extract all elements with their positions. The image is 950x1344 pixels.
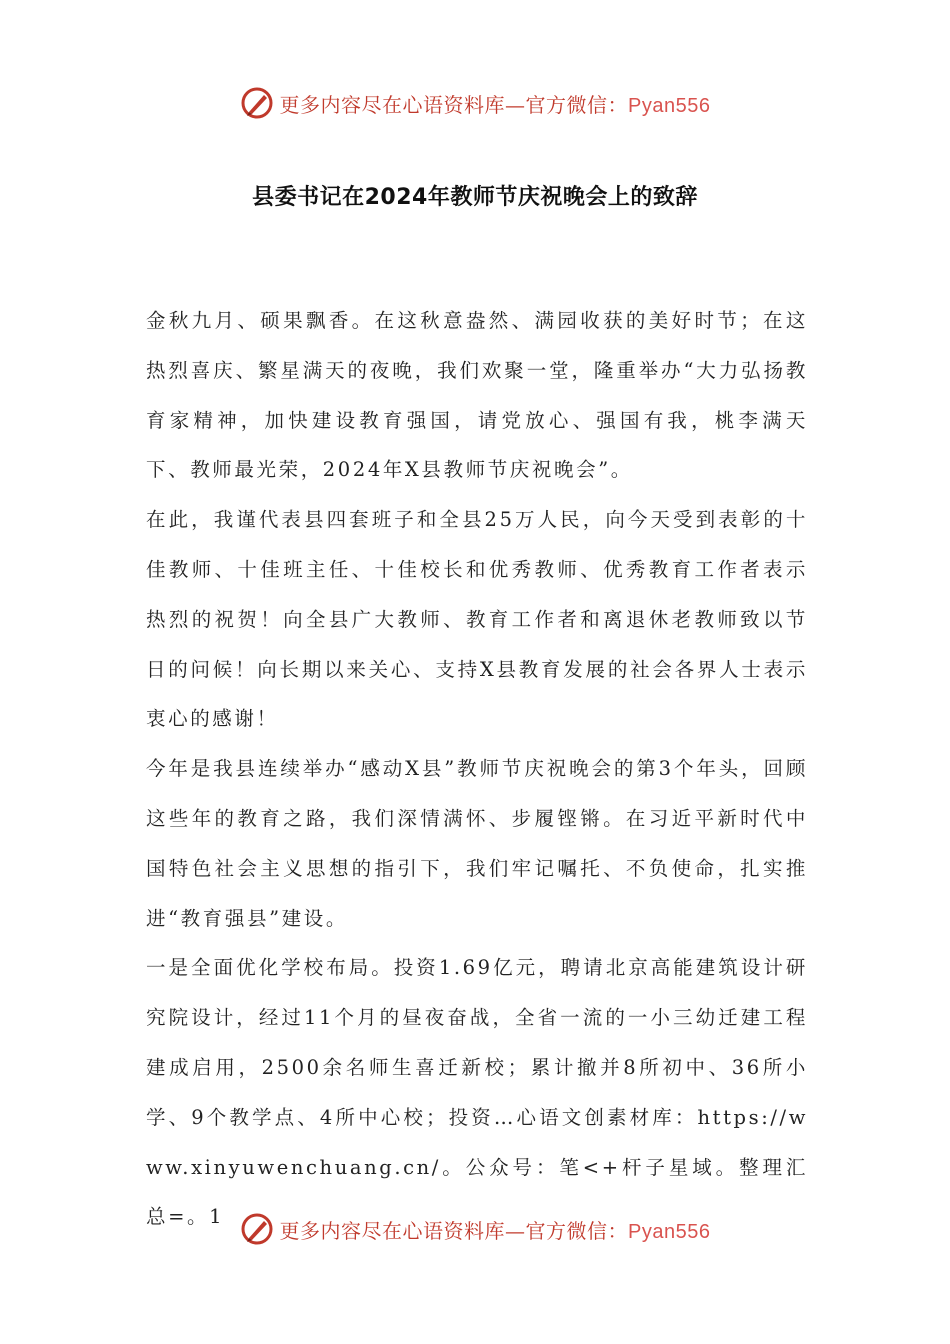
pen-circle-logo-icon — [240, 1212, 274, 1246]
header-watermark-banner — [0, 83, 950, 123]
document-title: 县委书记在2024年教师节庆祝晚会上的致辞 — [252, 185, 698, 210]
wechat-id: Pyan556 — [628, 1220, 711, 1243]
wechat-id: Pyan556 — [628, 94, 711, 117]
body-paragraph: 在此，我谨代表县四套班子和全县25万人民，向今天受到表彰的十佳教师、十佳班主任、十佳校长和优秀教师、优秀教育工作者表示热烈的祝贺！向全县广大教师、教育工作者和离退休老教师致以节日的问候！向长期以来关心、支持X县教育发展的社会各界人士表示衷心的感谢！ — [146, 508, 808, 731]
body-paragraph: 一是全面优化学校布局。投资1.69亿元，聘请北京高能建筑设计研究院设计，经过11个月的昼夜奋战，全省一流的一小三幼迁建工程建成启用，2500余名师生喜迁新校；累计撤并8所初中、36所小学、9个教学点、4所中心校；投资…心语文创素材库：https://www.xinyuwenchuang.cn/。公众号：笔<+杆子星域。整理汇总=。1 — [146, 956, 808, 1229]
watermark-text: 更多内容尽在心语资料库—官方微信：Pyan556 — [279, 1218, 711, 1243]
pen-circle-logo-icon — [240, 86, 274, 120]
body-paragraph: 今年是我县连续举办“感动X县”教师节庆祝晚会的第3个年头，回顾这些年的教育之路，我们深情满怀、步履铿锵。在习近平新时代中国特色社会主义思想的指引下，我们牢记嘱托、不负使命，扎实推进“教育强县”建设。 — [146, 757, 808, 930]
watermark-text: 更多内容尽在心语资料库—官方微信：Pyan556 — [279, 92, 711, 117]
body-paragraph: 金秋九月、硕果飘香。在这秋意盎然、满园收获的美好时节；在这热烈喜庆、繁星满天的夜晚，我们欢聚一堂，隆重举办“大力弘扬教育家精神，加快建设教育强国，请党放心、强国有我，桃李满天下、教师最光荣，2024年X县教师节庆祝晚会”。 — [146, 309, 808, 482]
footer-watermark-banner — [0, 1209, 950, 1249]
document-body — [146, 296, 808, 1242]
